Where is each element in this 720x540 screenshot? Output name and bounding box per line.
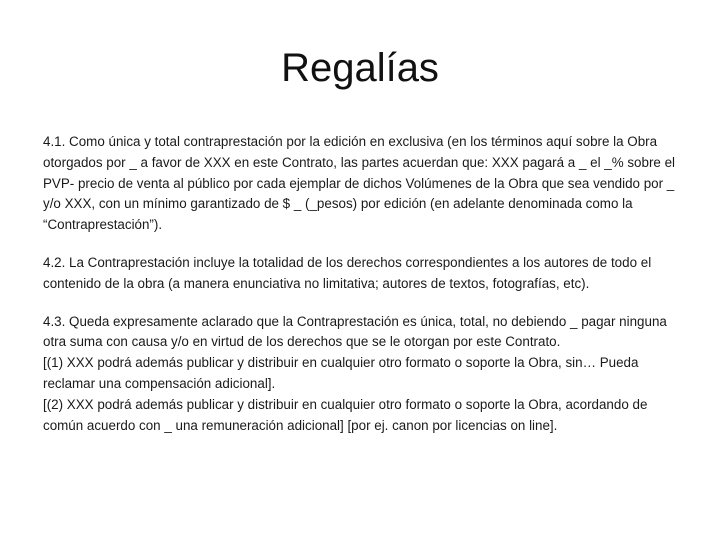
paragraph-4-3 [43, 312, 679, 437]
paragraph-line: 4.2. La Contraprestación incluye la totalidad de los derechos correspondientes a los autores de todo el contenido de la obra (a manera enunciativa no limitativa; autores de textos, fotografías, etc). [43, 254, 652, 291]
paragraph-4-1 [43, 132, 679, 236]
slide-title: Regalías [281, 46, 439, 90]
slide-body [43, 132, 679, 453]
paragraph-line: 4.3. Queda expresamente aclarado que la Contraprestación es única, total, no debiendo _ pagar ninguna otra suma con causa y/o en virtud de los derechos que se le otorgan por este Contrato. [43, 313, 667, 350]
paragraph-line: 4.1. Como única y total contraprestación por la edición en exclusiva (en los términos aquí sobre la Obra otorgados por _ a favor de XXX en este Contrato, las partes acuerdan que: XXX pagará a _ el _% sobre el PVP- precio de venta al público por cada ejemplar de dichos Volúmenes de la Obra que sea vendido por _ y/o XXX, con un mínimo garantizado de $ _ (_pesos) por edición (en adelante denominada como la “Contraprestación”). [43, 134, 675, 233]
paragraph-line: [(2) XXX podrá además publicar y distribuir en cualquier otro formato o soporte la Obra, acordando de común acuerdo con _ una remuneración adicional] [por ej. canon por licencias on line]. [43, 396, 648, 433]
paragraph-4-2 [43, 253, 679, 295]
paragraph-line: [(1) XXX podrá además publicar y distribuir en cualquier otro formato o soporte la Obra, sin… Pueda reclamar una compensación adicional]. [43, 355, 639, 391]
